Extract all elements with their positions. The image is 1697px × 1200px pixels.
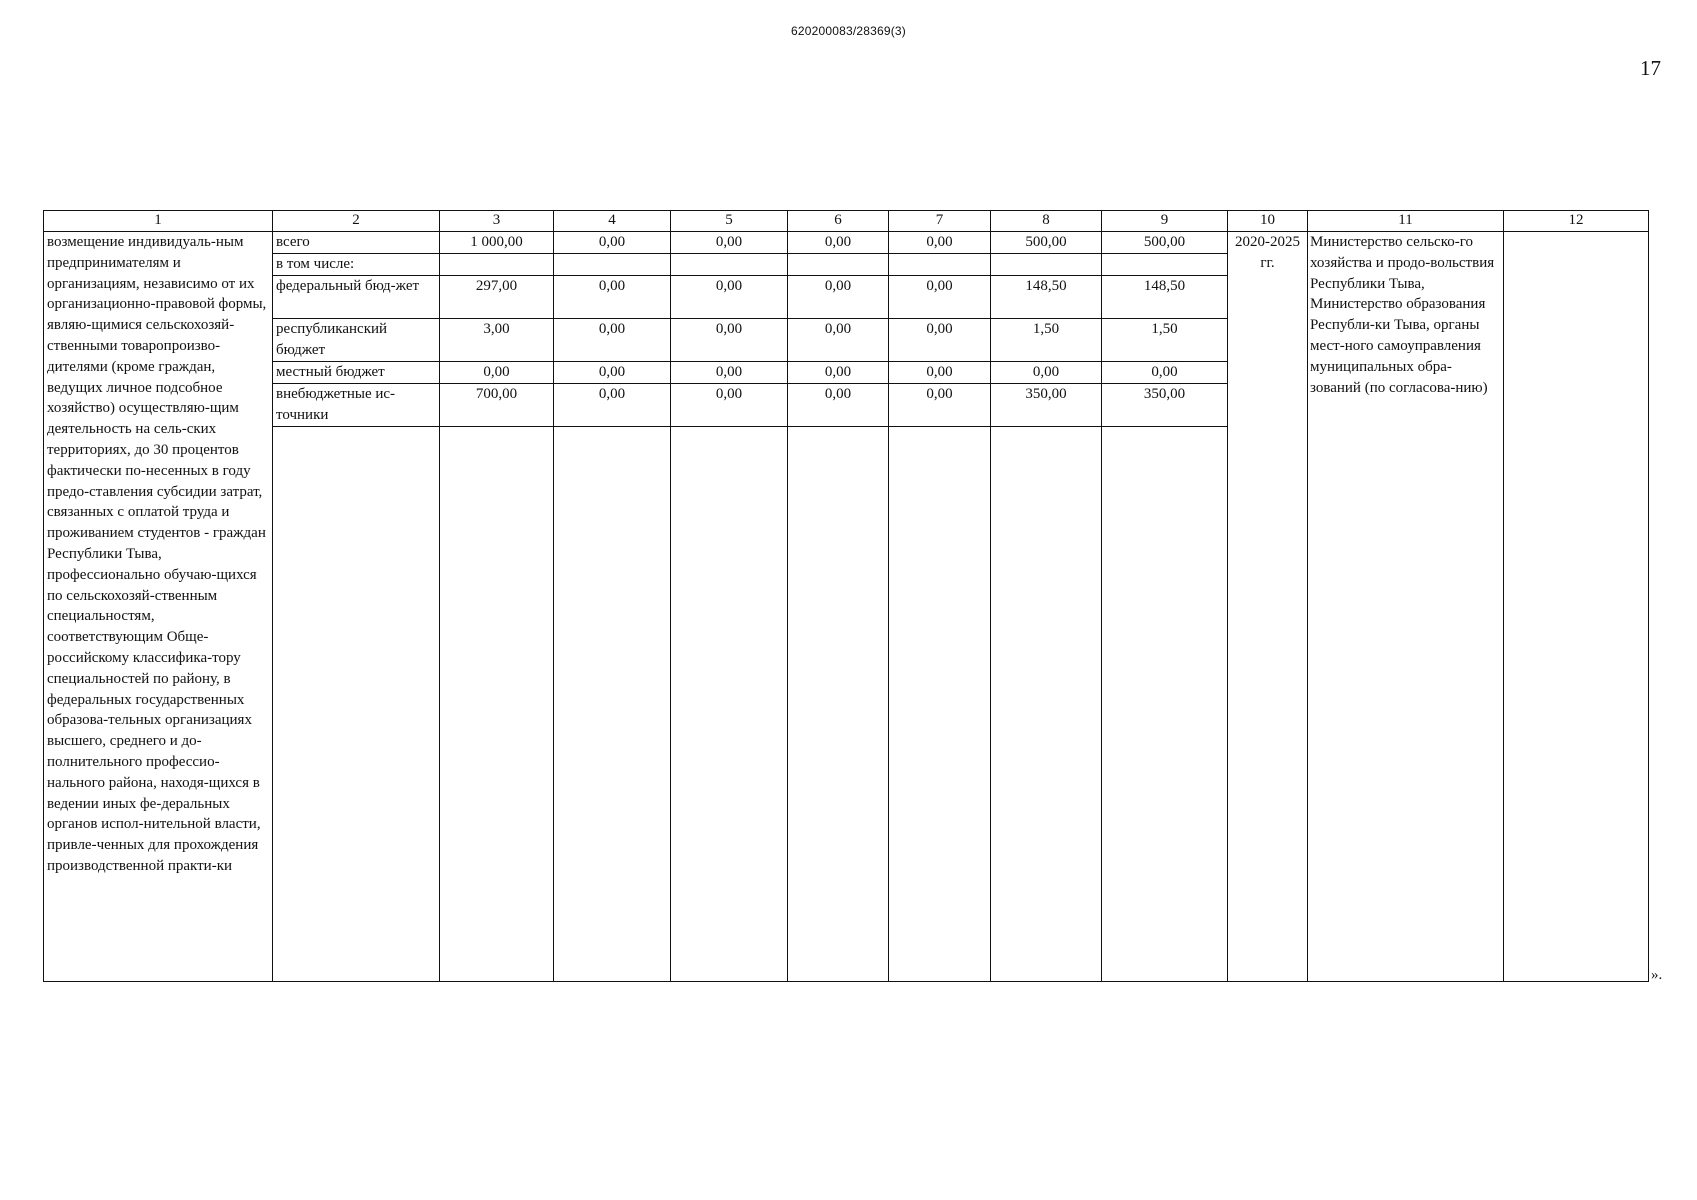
- column-number-row: [44, 211, 1649, 232]
- value-cell: 0,00: [788, 276, 889, 319]
- value-cell: 0,00: [788, 362, 889, 384]
- value-cell: [991, 254, 1102, 276]
- funding-source: федеральный бюд-жет: [273, 276, 440, 319]
- value-cell: 350,00: [1102, 384, 1228, 427]
- funding-source: местный бюджет: [273, 362, 440, 384]
- column-number: 6: [788, 211, 889, 232]
- column-number: 12: [1504, 211, 1649, 232]
- funding-source: в том числе:: [273, 254, 440, 276]
- value-cell: 297,00: [440, 276, 554, 319]
- value-cell: 1,50: [991, 319, 1102, 362]
- value-cell: 1 000,00: [440, 232, 554, 254]
- value-cell: 0,00: [671, 319, 788, 362]
- implementation-period: 2020-2025 гг.: [1228, 232, 1308, 982]
- column-number: 7: [889, 211, 991, 232]
- value-cell: 0,00: [788, 232, 889, 254]
- value-cell: 0,00: [991, 362, 1102, 384]
- value-cell: 0,00: [671, 232, 788, 254]
- value-cell: [554, 254, 671, 276]
- value-cell: 0,00: [554, 384, 671, 427]
- value-cell: 0,00: [671, 384, 788, 427]
- value-cell: 350,00: [991, 384, 1102, 427]
- value-cell: 500,00: [1102, 232, 1228, 254]
- value-cell: 500,00: [991, 232, 1102, 254]
- column-number: 11: [1308, 211, 1504, 232]
- column-number: 10: [1228, 211, 1308, 232]
- value-cell: 0,00: [889, 362, 991, 384]
- value-cell: 0,00: [671, 362, 788, 384]
- value-cell: 0,00: [554, 362, 671, 384]
- value-cell: [671, 254, 788, 276]
- value-cell: 0,00: [889, 384, 991, 427]
- value-cell: 1,50: [1102, 319, 1228, 362]
- value-cell: 3,00: [440, 319, 554, 362]
- closing-quote-mark: ».: [1651, 967, 1663, 983]
- value-cell: 0,00: [788, 384, 889, 427]
- measure-description: возмещение индивидуаль-ным предпринимателям и организациям, независимо от их организационно-правовой формы, являю-щимися сельскохозяй-ственными товаропроизво-дителями (кроме граждан, ведущих личное подсобное хозяйство) осуществляю-щим деятельность на сель-ских территориях, до 30 процентов фактически по-несенных в году предо-ставления субсидии затрат, связанных с оплатой труда и проживанием студентов - граждан Республики Тыва, профессионально обучаю-щихся по сельскохозяй-ственным специальностям, соответствующим Обще-российскому классифика-тору специальностей по району, в федеральных государственных образова-тельных организациях высшего, среднего и до-полнительного профессио-нального района, находя-щихся в ведении иных фе-деральных органов испол-нительной власти, привле-ченных для прохождения производственной практи-ки: [44, 232, 273, 982]
- value-cell: 0,00: [889, 232, 991, 254]
- program-table: [43, 210, 1649, 982]
- column-number: 4: [554, 211, 671, 232]
- column-number: 9: [1102, 211, 1228, 232]
- column-number: 5: [671, 211, 788, 232]
- value-cell: 148,50: [1102, 276, 1228, 319]
- funding-row-total: [44, 232, 1649, 254]
- column-number: 3: [440, 211, 554, 232]
- value-cell: [889, 254, 991, 276]
- value-cell: [788, 254, 889, 276]
- value-cell: 0,00: [889, 319, 991, 362]
- value-cell: 148,50: [991, 276, 1102, 319]
- page-number: 17: [1640, 56, 1661, 80]
- value-cell: 0,00: [1102, 362, 1228, 384]
- value-cell: 0,00: [554, 232, 671, 254]
- column-number: 8: [991, 211, 1102, 232]
- value-cell: 0,00: [554, 276, 671, 319]
- responsible-executors: Министерство сельско-го хозяйства и продо-вольствия Республики Тыва, Министерство образования Республи-ки Тыва, органы мест-ного самоуправления муниципальных обра-зований (по согласова-нию): [1308, 232, 1504, 982]
- funding-source: республиканский бюджет: [273, 319, 440, 362]
- column-number: 2: [273, 211, 440, 232]
- column-number: 1: [44, 211, 273, 232]
- value-cell: 700,00: [440, 384, 554, 427]
- funding-source: внебюджетные ис-точники: [273, 384, 440, 427]
- column-12-cell: [1504, 232, 1649, 982]
- value-cell: [440, 254, 554, 276]
- document-code: 620200083/28369(3): [790, 24, 907, 38]
- value-cell: 0,00: [554, 319, 671, 362]
- value-cell: 0,00: [889, 276, 991, 319]
- value-cell: [1102, 254, 1228, 276]
- value-cell: 0,00: [788, 319, 889, 362]
- value-cell: 0,00: [440, 362, 554, 384]
- funding-source: всего: [273, 232, 440, 254]
- value-cell: 0,00: [671, 276, 788, 319]
